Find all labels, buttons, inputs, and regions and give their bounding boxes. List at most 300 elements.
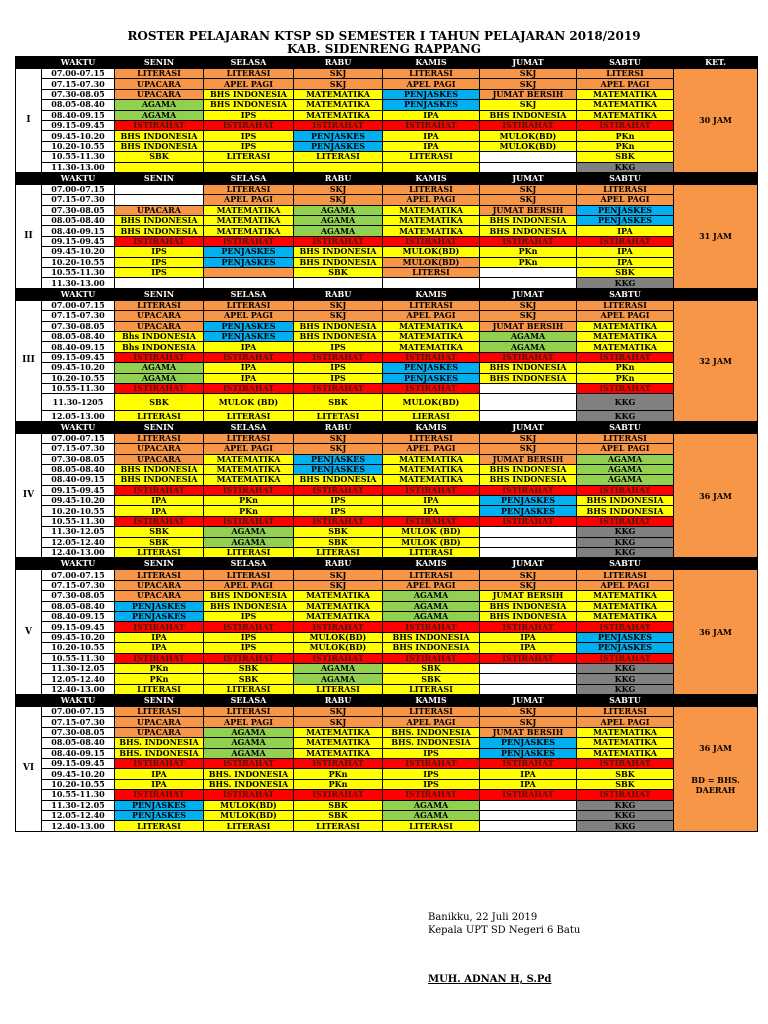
subject-cell: SKJ [294, 300, 383, 310]
subject-cell: MULOK(BD) [204, 811, 294, 821]
subject-cell: APEL PAGI [577, 311, 674, 321]
subject-cell: LITERASI [204, 69, 294, 79]
subject-cell: BHS INDONESIA [204, 89, 294, 99]
subject-cell: IPA [383, 110, 480, 120]
subject-cell: PENJASKES [294, 454, 383, 464]
schedule-row [16, 226, 758, 236]
time-cell: 08.40-09.15 [42, 611, 115, 621]
schedule-row [16, 373, 758, 383]
time-cell: 07.00-07.15 [42, 300, 115, 310]
header-cell: KAMIS [383, 421, 480, 433]
subject-cell: PENJASKES [577, 632, 674, 642]
header-row [16, 172, 758, 184]
subject-cell: IPA [383, 141, 480, 151]
schedule-row [16, 663, 758, 673]
subject-cell: IPA [480, 769, 577, 779]
subject-cell: SBK [383, 674, 480, 684]
time-cell: 07.00-07.15 [42, 433, 115, 443]
subject-cell: PKn [480, 257, 577, 267]
header-cell: SENIN [115, 172, 204, 184]
header-cell: RABU [294, 172, 383, 184]
subject-cell: AGAMA [577, 454, 674, 464]
schedule-row [16, 727, 758, 737]
header-blank [16, 288, 42, 300]
subject-cell: UPACARA [115, 717, 204, 727]
subject-cell: SBK [115, 537, 204, 547]
schedule-row [16, 769, 758, 779]
header-cell: WAKTU [42, 421, 115, 433]
subject-cell: MATEMATIKA [577, 331, 674, 341]
schedule-row [16, 141, 758, 151]
subject-cell: LITERASI [115, 300, 204, 310]
subject-cell: ISTIRAHAT [204, 236, 294, 246]
subject-cell [480, 383, 577, 393]
header-row [16, 421, 758, 433]
subject-cell: SKJ [480, 195, 577, 205]
subject-cell: SBK [115, 394, 204, 411]
schedule-row [16, 444, 758, 454]
header-cell: WAKTU [42, 695, 115, 707]
schedule-row [16, 311, 758, 321]
schedule-row [16, 363, 758, 373]
schedule-row [16, 496, 758, 506]
subject-cell: PENJASKES [480, 738, 577, 748]
subject-cell: AGAMA [577, 475, 674, 485]
subject-cell: ISTIRAHAT [115, 759, 204, 769]
subject-cell: LITERSI [383, 268, 480, 278]
subject-cell: ISTIRAHAT [383, 516, 480, 526]
subject-cell: AGAMA [204, 527, 294, 537]
subject-cell: UPACARA [115, 727, 204, 737]
header-cell: SABTU [577, 57, 674, 69]
schedule-row [16, 464, 758, 474]
time-cell: 08.40-09.15 [42, 342, 115, 352]
subject-cell: MATEMATIKA [577, 89, 674, 99]
time-cell: 12.05-12.40 [42, 537, 115, 547]
subject-cell: SKJ [294, 580, 383, 590]
header-blank [674, 558, 758, 570]
subject-cell: ISTIRAHAT [204, 516, 294, 526]
subject-cell: ISTIRAHAT [383, 759, 480, 769]
header-row [16, 57, 758, 69]
subject-cell: SBK [294, 527, 383, 537]
subject-cell: MATEMATIKA [204, 226, 294, 236]
subject-cell: IPS [115, 257, 204, 267]
subject-cell: KKG [577, 394, 674, 411]
time-cell: 09.15-09.45 [42, 485, 115, 495]
subject-cell: LITERASI [115, 433, 204, 443]
header-cell: SABTU [577, 421, 674, 433]
subject-cell: AGAMA [294, 216, 383, 226]
subject-cell: MATEMATIKA [204, 454, 294, 464]
subject-cell: IPA [480, 779, 577, 789]
subject-cell: AGAMA [383, 811, 480, 821]
time-cell: 08.40-09.15 [42, 475, 115, 485]
time-cell: 11.30-12.05 [42, 663, 115, 673]
subject-cell: BHS INDONESIA [480, 464, 577, 474]
subject-cell: LITERASI [383, 684, 480, 694]
schedule-row [16, 383, 758, 393]
subject-cell: LITERASI [383, 821, 480, 831]
schedule-row [16, 394, 758, 411]
signature-position: Kepala UPT SD Negeri 6 Batu [428, 925, 581, 936]
schedule-row [16, 69, 758, 79]
time-cell: 08.40-09.15 [42, 748, 115, 758]
schedule-row [16, 236, 758, 246]
subject-cell: MATEMATIKA [294, 89, 383, 99]
time-cell: 11.30-12.05 [42, 527, 115, 537]
subject-cell: AGAMA [383, 601, 480, 611]
subject-cell: ISTIRAHAT [204, 790, 294, 800]
subject-cell: LITERASI [383, 152, 480, 162]
class-label: IV [16, 433, 42, 558]
subject-cell: IPA [204, 342, 294, 352]
time-cell: 10.55-11.30 [42, 383, 115, 393]
subject-cell: SKJ [294, 69, 383, 79]
header-blank [16, 695, 42, 707]
subject-cell: UPACARA [115, 580, 204, 590]
subject-cell: Bhs INDONESIA [115, 331, 204, 341]
subject-cell: ISTIRAHAT [115, 516, 204, 526]
header-cell: RABU [294, 421, 383, 433]
subject-cell: PENJASKES [480, 748, 577, 758]
subject-cell: KKG [577, 162, 674, 172]
subject-cell: BHS INDONESIA [294, 475, 383, 485]
subject-cell: AGAMA [294, 226, 383, 236]
header-cell: KAMIS [383, 695, 480, 707]
subject-cell: LITERASI [577, 300, 674, 310]
subject-cell: IPA [204, 373, 294, 383]
subject-cell [480, 162, 577, 172]
subject-cell: SKJ [480, 570, 577, 580]
subject-cell [480, 268, 577, 278]
subject-cell [480, 800, 577, 810]
ket-note: BD = BHS. DAERAH [691, 774, 740, 795]
subject-cell: MATEMATIKA [294, 748, 383, 758]
subject-cell: MULOK(BD) [480, 141, 577, 151]
subject-cell: BHS INDONESIA [115, 475, 204, 485]
subject-cell: MATEMATIKA [577, 748, 674, 758]
subject-cell: MULOK (BD) [204, 394, 294, 411]
time-cell: 07.30-08.05 [42, 591, 115, 601]
subject-cell: ISTIRAHAT [577, 352, 674, 362]
subject-cell: LITERASI [383, 707, 480, 717]
schedule-row [16, 537, 758, 547]
subject-cell: ISTIRAHAT [204, 383, 294, 393]
subject-cell: APEL PAGI [204, 580, 294, 590]
schedule-row [16, 811, 758, 821]
subject-cell: ISTIRAHAT [204, 352, 294, 362]
subject-cell: LITERASI [115, 69, 204, 79]
header-cell: JUMAT [480, 558, 577, 570]
subject-cell: KKG [577, 411, 674, 421]
subject-cell: MATEMATIKA [383, 342, 480, 352]
subject-cell: KKG [577, 821, 674, 831]
subject-cell: LITERASI [294, 548, 383, 558]
subject-cell [480, 278, 577, 288]
subject-cell: BHS INDONESIA [115, 141, 204, 151]
schedule-row [16, 779, 758, 789]
schedule-row [16, 601, 758, 611]
subject-cell: ISTIRAHAT [383, 236, 480, 246]
subject-cell: BHS. INDONESIA [383, 727, 480, 737]
subject-cell [115, 184, 204, 194]
header-cell: WAKTU [42, 558, 115, 570]
subject-cell: SBK [577, 769, 674, 779]
subject-cell [204, 162, 294, 172]
subject-cell: UPACARA [115, 591, 204, 601]
header-cell: SELASA [204, 172, 294, 184]
schedule-row [16, 580, 758, 590]
header-cell: JUMAT [480, 172, 577, 184]
subject-cell: KKG [577, 527, 674, 537]
subject-cell: BHS INDONESIA [480, 611, 577, 621]
subject-cell: PKn [577, 363, 674, 373]
subject-cell: BHS INDONESIA [294, 247, 383, 257]
schedule-row [16, 195, 758, 205]
subject-cell: PKn [577, 141, 674, 151]
subject-cell [383, 162, 480, 172]
subject-cell: ISTIRAHAT [480, 352, 577, 362]
subject-cell: IPA [115, 769, 204, 779]
subject-cell: LITERASI [383, 69, 480, 79]
subject-cell: IPS [383, 769, 480, 779]
header-blank [674, 288, 758, 300]
schedule-row [16, 100, 758, 110]
subject-cell: IPS [204, 141, 294, 151]
subject-cell: UPACARA [115, 321, 204, 331]
subject-cell: ISTIRAHAT [577, 759, 674, 769]
time-cell: 07.15-07.30 [42, 79, 115, 89]
time-cell: 08.05-08.40 [42, 464, 115, 474]
subject-cell [480, 527, 577, 537]
subject-cell: IPS [115, 268, 204, 278]
subject-cell: KKG [577, 811, 674, 821]
time-cell: 07.15-07.30 [42, 311, 115, 321]
subject-cell: MATEMATIKA [294, 601, 383, 611]
subject-cell: AGAMA [115, 373, 204, 383]
schedule-table [15, 56, 758, 832]
subject-cell: SKJ [480, 444, 577, 454]
subject-cell: AGAMA [383, 591, 480, 601]
subject-cell: LITERASI [204, 300, 294, 310]
time-cell: 09.15-09.45 [42, 622, 115, 632]
subject-cell: ISTIRAHAT [115, 236, 204, 246]
subject-cell: MATEMATIKA [383, 226, 480, 236]
time-cell: 11.30-12.05 [42, 800, 115, 810]
subject-cell: LITERASI [294, 684, 383, 694]
subject-cell: PENJASKES [115, 611, 204, 621]
subject-cell: IPS [204, 611, 294, 621]
subject-cell: UPACARA [115, 79, 204, 89]
header-cell: SENIN [115, 421, 204, 433]
subject-cell: ISTIRAHAT [294, 383, 383, 393]
subject-cell: SKJ [480, 580, 577, 590]
subject-cell: PENJASKES [294, 464, 383, 474]
schedule-row [16, 131, 758, 141]
page-title: ROSTER PELAJARAN KTSP SD SEMESTER I TAHUN PELAJARAN 2018/2019 [127, 29, 641, 43]
header-row [16, 695, 758, 707]
header-cell: KAMIS [383, 288, 480, 300]
subject-cell: SBK [115, 152, 204, 162]
subject-cell: IPA [480, 632, 577, 642]
time-cell: 07.15-07.30 [42, 580, 115, 590]
schedule-row [16, 821, 758, 831]
subject-cell: IPS [204, 131, 294, 141]
subject-cell: SKJ [294, 717, 383, 727]
subject-cell: ISTIRAHAT [115, 383, 204, 393]
header-cell: WAKTU [42, 288, 115, 300]
subject-cell: LITERASI [204, 821, 294, 831]
subject-cell: ISTIRAHAT [204, 653, 294, 663]
subject-cell: SBK [294, 537, 383, 547]
schedule-row [16, 216, 758, 226]
subject-cell: SBK [294, 268, 383, 278]
subject-cell: MATEMATIKA [383, 464, 480, 474]
subject-cell [480, 821, 577, 831]
subject-cell: ISTIRAHAT [204, 485, 294, 495]
subject-cell: PKn [577, 373, 674, 383]
subject-cell: ISTIRAHAT [480, 485, 577, 495]
subject-cell: ISTIRAHAT [480, 120, 577, 130]
schedule-body [16, 57, 758, 832]
subject-cell: MATEMATIKA [577, 601, 674, 611]
subject-cell: ISTIRAHAT [480, 236, 577, 246]
ket-hours: 31 JAM [699, 231, 732, 242]
subject-cell: BHS INDONESIA [577, 506, 674, 516]
schedule-row [16, 352, 758, 362]
schedule-row [16, 622, 758, 632]
header-cell: WAKTU [42, 172, 115, 184]
subject-cell: PENJASKES [577, 205, 674, 215]
subject-cell: ISTIRAHAT [577, 120, 674, 130]
subject-cell: JUMAT BERSIH [480, 591, 577, 601]
subject-cell: SBK [294, 800, 383, 810]
header-cell: WAKTU [42, 57, 115, 69]
subject-cell: ISTIRAHAT [480, 759, 577, 769]
subject-cell: LITERASI [115, 411, 204, 421]
subject-cell: JUMAT BERSIH [480, 727, 577, 737]
time-cell: 09.15-09.45 [42, 759, 115, 769]
header-cell: KAMIS [383, 558, 480, 570]
subject-cell: LITERASI [577, 184, 674, 194]
schedule-row [16, 152, 758, 162]
page-subtitle: KAB. SIDENRENG RAPPANG [286, 42, 482, 56]
schedule-row [16, 162, 758, 172]
schedule-row [16, 79, 758, 89]
subject-cell: ISTIRAHAT [115, 120, 204, 130]
subject-cell: SKJ [294, 433, 383, 443]
subject-cell: ISTIRAHAT [383, 383, 480, 393]
subject-cell: LITERASI [115, 548, 204, 558]
schedule-row [16, 707, 758, 717]
time-cell: 07.30-08.05 [42, 205, 115, 215]
subject-cell: AGAMA [115, 100, 204, 110]
signature-name: MUH. ADNAN H, S.Pd [428, 974, 552, 985]
subject-cell: AGAMA [115, 363, 204, 373]
subject-cell: BHS INDONESIA [294, 257, 383, 267]
subject-cell: SBK [383, 663, 480, 673]
subject-cell: LITERASI [383, 184, 480, 194]
subject-cell: ISTIRAHAT [294, 622, 383, 632]
subject-cell: BHS. INDONESIA [115, 748, 204, 758]
subject-cell: APEL PAGI [204, 79, 294, 89]
time-cell: 12.05-12.40 [42, 674, 115, 684]
schedule-row [16, 570, 758, 580]
subject-cell: KKG [577, 537, 674, 547]
subject-cell: MATEMATIKA [577, 110, 674, 120]
subject-cell: SKJ [294, 570, 383, 580]
subject-cell: PKn [294, 769, 383, 779]
ket-hours: 32 JAM [699, 355, 732, 366]
subject-cell: ISTIRAHAT [383, 653, 480, 663]
subject-cell: SKJ [294, 195, 383, 205]
schedule-row [16, 506, 758, 516]
subject-cell: ISTIRAHAT [383, 790, 480, 800]
subject-cell [480, 684, 577, 694]
subject-cell: BHS INDONESIA [115, 464, 204, 474]
subject-cell: LITERASI [204, 411, 294, 421]
subject-cell: APEL PAGI [577, 444, 674, 454]
subject-cell [294, 278, 383, 288]
subject-cell: ISTIRAHAT [204, 622, 294, 632]
subject-cell: AGAMA [204, 537, 294, 547]
subject-cell: MATEMATIKA [294, 591, 383, 601]
time-cell: 08.40-09.15 [42, 110, 115, 120]
subject-cell: PENJASKES [204, 257, 294, 267]
time-cell: 08.05-08.40 [42, 331, 115, 341]
subject-cell: ISTIRAHAT [577, 653, 674, 663]
schedule-row [16, 684, 758, 694]
schedule-row [16, 790, 758, 800]
subject-cell: ISTIRAHAT [383, 622, 480, 632]
subject-cell: PENJASKES [383, 363, 480, 373]
subject-cell: Bhs INDONESIA [115, 342, 204, 352]
time-cell: 07.00-07.15 [42, 69, 115, 79]
subject-cell: BHS INDONESIA [115, 131, 204, 141]
subject-cell: APEL PAGI [204, 311, 294, 321]
subject-cell: SBK [577, 779, 674, 789]
subject-cell: ISTIRAHAT [383, 352, 480, 362]
subject-cell: APEL PAGI [383, 444, 480, 454]
subject-cell: BHS INDONESIA [115, 226, 204, 236]
ket-hours: 36 JAM [699, 627, 732, 638]
subject-cell: ISTIRAHAT [577, 790, 674, 800]
subject-cell: SKJ [294, 184, 383, 194]
time-cell: 09.45-10.20 [42, 769, 115, 779]
time-cell: 07.30-08.05 [42, 454, 115, 464]
subject-cell: APEL PAGI [204, 717, 294, 727]
subject-cell: LITERASI [204, 570, 294, 580]
time-cell: 10.20-10.55 [42, 373, 115, 383]
subject-cell: APEL PAGI [383, 717, 480, 727]
subject-cell: IPA [115, 506, 204, 516]
subject-cell: ISTIRAHAT [480, 622, 577, 632]
subject-cell: SKJ [480, 79, 577, 89]
schedule-row [16, 110, 758, 120]
subject-cell: BHS INDONESIA [383, 643, 480, 653]
subject-cell: MULOK(BD) [294, 632, 383, 642]
subject-cell: BHS INDONESIA [480, 475, 577, 485]
subject-cell: SKJ [294, 707, 383, 717]
subject-cell: MATEMATIKA [294, 611, 383, 621]
subject-cell: MATEMATIKA [294, 727, 383, 737]
header-cell: SABTU [577, 172, 674, 184]
subject-cell: JUMAT BERSIH [480, 205, 577, 215]
subject-cell: ISTIRAHAT [294, 120, 383, 130]
time-cell: 10.55-11.30 [42, 268, 115, 278]
subject-cell: MATEMATIKA [383, 475, 480, 485]
